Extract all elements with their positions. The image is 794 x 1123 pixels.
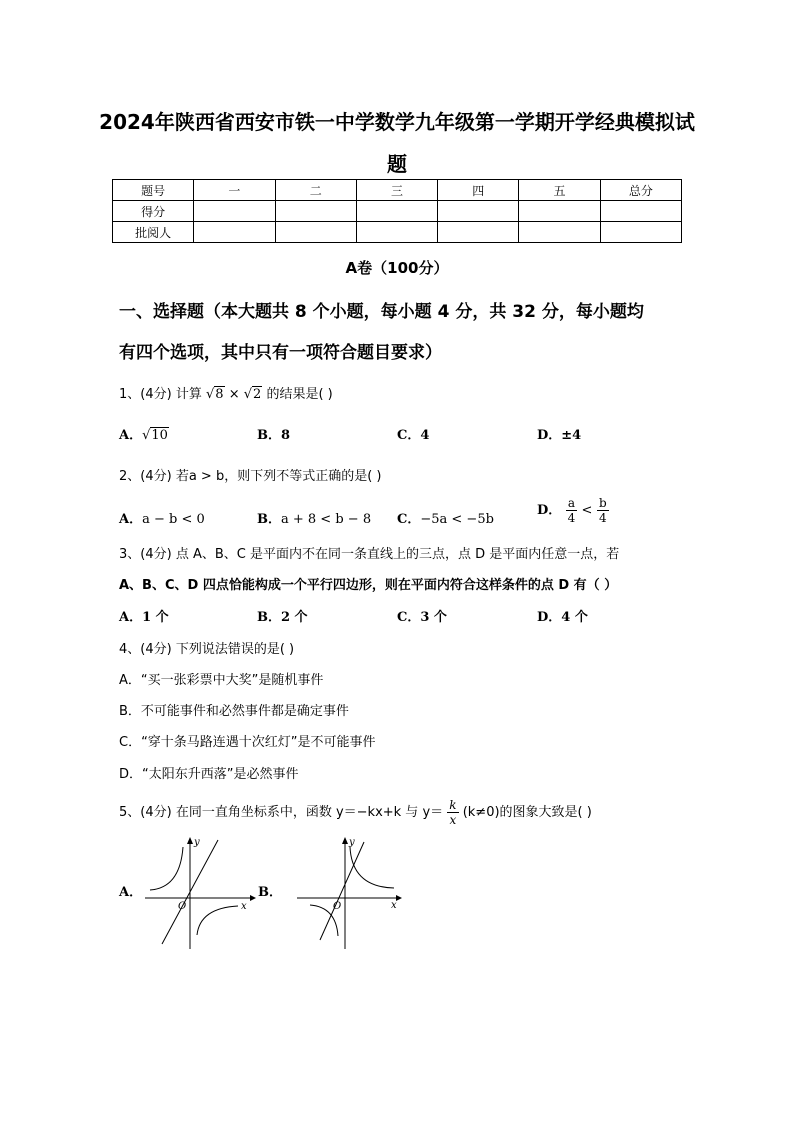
score-cell bbox=[194, 201, 275, 222]
origin-label: O bbox=[333, 901, 342, 912]
question-3-option-a[interactable]: A．1 个 bbox=[119, 610, 169, 625]
question-2-option-d[interactable] bbox=[537, 496, 609, 525]
fraction bbox=[597, 496, 609, 525]
score-cell bbox=[600, 222, 681, 243]
question-2-stem: 2、(4分) 若a > b，则下列不等式正确的是( ) bbox=[119, 469, 382, 484]
origin-label: O bbox=[178, 901, 187, 912]
question-5-option-b-graph[interactable] bbox=[292, 832, 412, 952]
fraction bbox=[447, 798, 458, 827]
question-4-stem: 4、(4分) 下列说法错误的是( ) bbox=[119, 642, 295, 657]
question-2-option-b[interactable] bbox=[257, 508, 371, 527]
x-axis-label: x bbox=[391, 900, 397, 911]
question-2-option-c[interactable] bbox=[397, 508, 494, 527]
question-1-stem bbox=[119, 383, 333, 402]
question-1-option-a[interactable]: A．√10 bbox=[119, 428, 168, 443]
y-axis-label: y bbox=[349, 837, 355, 848]
question-1-option-b[interactable]: B．8 bbox=[257, 428, 291, 443]
y-axis-arrow bbox=[187, 837, 193, 844]
denominator: 4 bbox=[598, 511, 607, 525]
sqrt-expression: √8 bbox=[205, 387, 224, 402]
page-title-continued: 题 bbox=[387, 152, 407, 176]
question-1-option-d[interactable]: D．±4 bbox=[537, 428, 582, 443]
question-1-option-c[interactable]: C．4 bbox=[397, 428, 430, 443]
section-heading: 一、选择题（本大题共 8 个小题，每小题 4 分，共 32 分，每小题均 bbox=[119, 302, 644, 322]
denominator: x bbox=[449, 813, 457, 827]
option-label: B． bbox=[257, 512, 281, 527]
score-table-row-label: 得分 bbox=[113, 201, 194, 222]
score-cell bbox=[438, 201, 519, 222]
page-title: 2024年陕西省西安市铁一中学数学九年级第一学期开学经典模拟试 bbox=[99, 110, 695, 134]
score-cell bbox=[519, 222, 600, 243]
question-3-stem-continued: A、B、C、D 四点恰能构成一个平行四边形，则在平面内符合这样条件的点 D 有（ ） bbox=[119, 578, 618, 593]
score-cell bbox=[275, 222, 356, 243]
sqrt-expression: √2 bbox=[243, 387, 262, 402]
less-than-sign: < bbox=[581, 503, 593, 518]
question-5-stem bbox=[119, 798, 592, 827]
question-5-prefix: 5、(4分) 在同一直角坐标系中，函数 y＝−kx+k 与 y＝ bbox=[119, 805, 444, 820]
question-4-option-b[interactable]: B．不可能事件和必然事件都是确定事件 bbox=[119, 704, 349, 719]
radicand: 10 bbox=[151, 428, 168, 443]
question-3-option-b[interactable]: B．2 个 bbox=[257, 610, 308, 625]
question-2-option-a[interactable] bbox=[119, 508, 205, 527]
section-heading-continued: 有四个选项，其中只有一项符合题目要求） bbox=[119, 343, 442, 363]
score-cell bbox=[519, 201, 600, 222]
radicand: 8 bbox=[215, 387, 224, 402]
option-label: C． bbox=[397, 512, 421, 527]
volume-label: A卷（100分） bbox=[345, 259, 449, 277]
option-text: −5a < −5b bbox=[420, 512, 494, 527]
question-1-prefix: 1、(4分) 计算 bbox=[119, 387, 202, 402]
score-cell bbox=[600, 201, 681, 222]
question-4-option-c[interactable]: C．“穿十条马路连遇十次红灯”是不可能事件 bbox=[119, 735, 376, 750]
numerator: k bbox=[449, 798, 457, 812]
score-table-header-row bbox=[113, 180, 682, 201]
hyperbola-branch bbox=[150, 847, 183, 890]
numerator: a bbox=[567, 496, 575, 510]
y-axis-arrow bbox=[342, 837, 348, 844]
score-table-row bbox=[113, 222, 682, 243]
x-axis-arrow bbox=[250, 895, 256, 901]
hyperbola-branch bbox=[197, 906, 238, 935]
question-5-option-a-label[interactable]: A． bbox=[119, 885, 143, 900]
linear-function-line bbox=[320, 842, 364, 940]
times-sign: × bbox=[228, 387, 240, 402]
score-cell bbox=[356, 201, 437, 222]
numerator: b bbox=[598, 496, 607, 510]
question-3-option-c[interactable]: C．3 个 bbox=[397, 610, 447, 625]
score-table-row-label: 批阅人 bbox=[113, 222, 194, 243]
question-5-option-b-label[interactable]: B． bbox=[258, 885, 282, 900]
option-label: A． bbox=[119, 512, 143, 527]
score-cell bbox=[438, 222, 519, 243]
question-5-suffix: (k≠0)的图象大致是( ) bbox=[462, 805, 592, 820]
score-cell bbox=[275, 201, 356, 222]
score-cell bbox=[356, 222, 437, 243]
question-3-option-d[interactable]: D．4 个 bbox=[537, 610, 588, 625]
option-label: A． bbox=[119, 428, 143, 443]
denominator: 4 bbox=[567, 511, 576, 525]
score-table-header-cell: 一 bbox=[194, 180, 275, 201]
score-table-header-cell: 总分 bbox=[600, 180, 681, 201]
question-4-option-a[interactable]: A．“买一张彩票中大奖”是随机事件 bbox=[119, 673, 324, 688]
question-1-suffix: 的结果是( ) bbox=[266, 387, 333, 402]
question-3-stem: 3、(4分) 点 A、B、C 是平面内不在同一条直线上的三点，点 D 是平面内任意一点，若 bbox=[119, 547, 620, 562]
question-5-option-a-graph[interactable] bbox=[140, 832, 260, 952]
score-table-header-cell: 四 bbox=[438, 180, 519, 201]
fraction bbox=[566, 496, 577, 525]
score-table-header-cell: 二 bbox=[275, 180, 356, 201]
score-table-header-cell: 三 bbox=[356, 180, 437, 201]
option-text: a − b < 0 bbox=[142, 512, 205, 527]
y-axis-label: y bbox=[194, 837, 200, 848]
score-table bbox=[112, 179, 682, 243]
radicand: 2 bbox=[253, 387, 262, 402]
x-axis-arrow bbox=[396, 895, 402, 901]
question-4-option-d[interactable]: D．“太阳东升西落”是必然事件 bbox=[119, 767, 299, 782]
hyperbola-branch bbox=[350, 847, 394, 888]
option-label: D． bbox=[537, 503, 562, 518]
score-cell bbox=[194, 222, 275, 243]
score-table-row bbox=[113, 201, 682, 222]
x-axis-label: x bbox=[241, 901, 247, 912]
score-table-header-cell: 题号 bbox=[113, 180, 194, 201]
score-table-header-cell: 五 bbox=[519, 180, 600, 201]
option-text: a + 8 < b − 8 bbox=[281, 512, 372, 527]
